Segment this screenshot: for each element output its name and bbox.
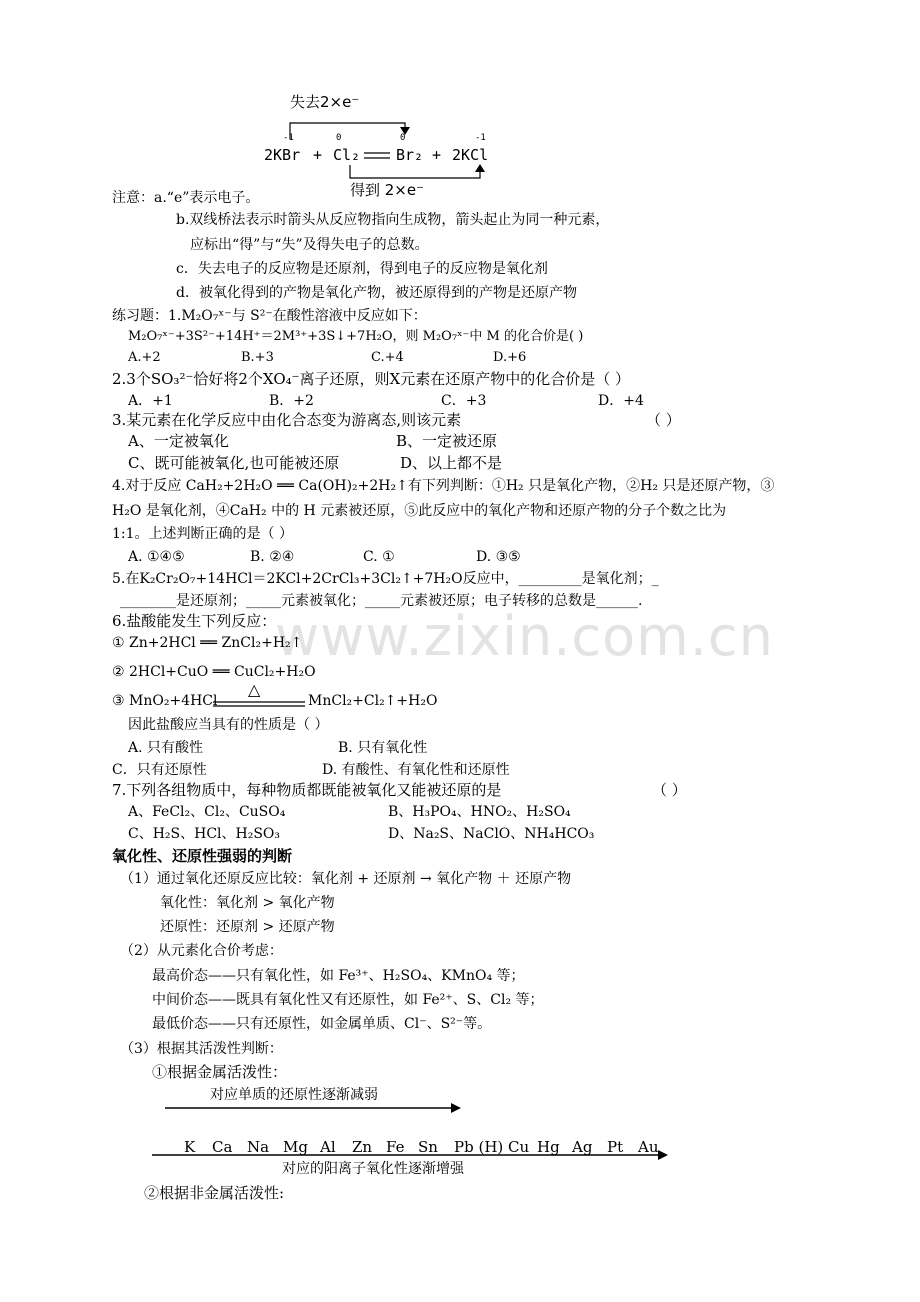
metal-symbol: Fe <box>386 1138 405 1156</box>
method-2: （2）从元素化合价考虑： <box>120 943 283 959</box>
question-1-option-a: A.+2 <box>128 350 161 365</box>
metal-symbol: Zn <box>352 1138 373 1156</box>
question-3-option-b: B、一定被还原 <box>396 432 498 450</box>
metal-symbol: Ag <box>572 1138 593 1156</box>
question-4-option-c: C. ① <box>363 549 395 565</box>
question-3-option-d: D、以上都不是 <box>400 454 503 472</box>
question-4-option-a: A. ①④⑤ <box>128 549 185 565</box>
question-7-option-a: A、FeCl₂、Cl₂、CuSO₄ <box>128 804 286 820</box>
method-1-oxidizing: 氧化性：氧化剂 > 氧化产物 <box>160 895 335 911</box>
question-7: 7.下列各组物质中，每种物质都既能被氧化又能被还原的是 <box>112 781 502 799</box>
method-2-middle: 中间价态——既具有氧化性又有还原性，如 Fe²⁺、S、Cl₂ 等； <box>152 992 544 1008</box>
question-6-reaction-2: ② 2HCl+CuO ══ CuCl₂+H₂O <box>112 664 316 680</box>
top-arrow-label: 对应单质的还原性逐渐减弱 <box>210 1087 378 1103</box>
note-b1: b.双线桥法表示时箭头从反应物指向生成物，箭头起止为同一种元素， <box>176 212 610 228</box>
metal-symbol: K <box>184 1138 196 1156</box>
metal-symbol: Ca <box>212 1138 233 1156</box>
question-3-option-a: A、一定被氧化 <box>128 432 229 450</box>
question-6-option-d: D. 有酸性、有氧化性和还原性 <box>322 762 510 778</box>
metal-symbol: Na <box>247 1138 270 1156</box>
metal-activity-heading: ①根据金属活泼性： <box>152 1063 288 1081</box>
metal-symbol: Hg <box>537 1138 560 1156</box>
note-d: d．被氧化得到的产物是氧化产物，被还原得到的产物是还原产物 <box>176 285 577 301</box>
question-7-option-d: D、Na₂S、NaClO、NH₄HCO₃ <box>388 826 595 842</box>
question-7-option-b: B、H₃PO₄、HNO₂、H₂SO₄ <box>388 804 571 820</box>
question-2: 2.3个SO₃²⁻恰好将2个XO₄⁻离子还原，则X元素在还原产物中的化合价是（ ） <box>112 370 631 388</box>
question-1-equation: M₂O₇ˣ⁻+3S²⁻+14H⁺＝2M³⁺+3S↓+7H₂O，则 M₂O₇ˣ⁻中 M 的化合价是( ) <box>128 329 584 344</box>
question-5-line-1: 5.在K₂Cr₂O₇+14HCl＝2KCl+2CrCl₃+3Cl₂↑+7H₂O反应中，_________是氧化剂；_ <box>112 571 659 587</box>
question-1-option-c: C.+4 <box>371 350 404 365</box>
oxidation-state: -1 <box>283 133 294 143</box>
equation-kbr: 2KBr <box>264 146 301 164</box>
question-2-option-c: C．+3 <box>441 393 487 409</box>
note-c: c．失去电子的反应物是还原剂，得到电子的反应物是氧化剂 <box>176 261 548 277</box>
question-4-line-2: H₂O 是氧化剂，④CaH₂ 中的 H 元素被还原，⑤此反应中的氧化产物和还原产物的分子个数之比为 <box>112 503 727 519</box>
question-6-reaction-1: ① Zn+2HCl ══ ZnCl₂+H₂↑ <box>112 635 303 651</box>
watermark: www.zixin.com.cn <box>275 605 774 668</box>
bottom-arrow <box>152 1149 672 1161</box>
question-3-option-c: C、既可能被氧化,也可能被还原 <box>128 454 340 472</box>
method-2-highest: 最高价态——只有氧化性，如 Fe³⁺、H₂SO₄、KMnO₄ 等； <box>152 968 525 984</box>
question-7-answer-paren: （ ） <box>652 781 687 799</box>
reaction-equals-line <box>213 700 305 708</box>
method-3: （3）根据其活泼性判断： <box>120 1041 283 1057</box>
method-1: （1）通过氧化还原反应比较：氧化剂 + 还原剂 → 氧化产物 ＋ 还原产物 <box>120 871 572 887</box>
bottom-arrow-label: 对应的阳离子氧化性逐渐增强 <box>282 1161 464 1177</box>
oxidation-state: -1 <box>475 133 486 143</box>
metal-symbol: Pb (H) Cu <box>454 1138 530 1156</box>
equation-br2: Br₂ <box>396 146 424 164</box>
metal-symbol: Sn <box>418 1138 438 1156</box>
metal-symbol: Au <box>638 1138 659 1156</box>
metal-symbol: Al <box>320 1138 336 1156</box>
method-1-reducing: 还原性：还原剂 > 还原产物 <box>160 919 335 935</box>
question-6-option-a: A. 只有酸性 <box>128 740 204 756</box>
question-2-option-b: B．+2 <box>269 393 314 409</box>
note-b2: 应标出“得”与“失”及得失电子的总数。 <box>190 237 429 253</box>
question-3: 3.某元素在化学反应中由化合态变为游离态,则该元素 <box>112 411 462 429</box>
equation-plus: + <box>432 146 442 164</box>
question-6: 6.盐酸能发生下列反应： <box>112 612 277 630</box>
question-1-option-b: B.+3 <box>241 350 274 365</box>
equation-cl2: Cl₂ <box>333 146 361 164</box>
question-6-ask: 因此盐酸应当具有的性质是（ ） <box>128 717 329 733</box>
question-5-line-2: ________是还原剂；_____元素被氧化；_____元素被还原；电子转移的总数是______. <box>120 593 643 609</box>
section-heading: 氧化性、还原性强弱的判断 <box>112 847 293 865</box>
gain-electron-label: 得到 2×e⁻ <box>350 181 425 199</box>
question-6-option-c: C．只有还原性 <box>112 762 207 778</box>
heat-symbol: △ <box>248 680 261 699</box>
metal-symbol: Pt <box>607 1138 624 1156</box>
question-6-option-b: B. 只有氧化性 <box>338 740 428 756</box>
top-arrow <box>165 1102 465 1114</box>
question-3-answer-paren: （ ） <box>646 411 681 429</box>
question-2-option-a: A．+1 <box>128 393 173 409</box>
equation-kcl: 2KCl <box>452 146 489 164</box>
question-4-option-d: D. ③⑤ <box>476 549 521 565</box>
question-6-reaction-3-left: ③ MnO₂+4HCl <box>112 693 218 709</box>
equals-sign <box>364 150 390 162</box>
question-1-option-d: D.+6 <box>493 350 527 365</box>
nonmetal-activity-heading: ②根据非金属活泼性: <box>144 1184 285 1202</box>
metal-symbol: Mg <box>283 1138 308 1156</box>
lose-electron-label: 失去2×e⁻ <box>290 93 360 111</box>
question-4-line-1: 4.对于反应 CaH₂+2H₂O ══ Ca(OH)₂+2H₂↑有下列判断：①H₂ 只是氧化产物，②H₂ 只是还原产物，③ <box>112 478 775 494</box>
oxidation-state: 0 <box>400 133 406 143</box>
question-7-option-c: C、H₂S、HCl、H₂SO₃ <box>128 826 281 842</box>
question-6-reaction-3-right: MnCl₂+Cl₂↑+H₂O <box>308 693 438 709</box>
question-1-title: 练习题：1.M₂O₇ˣ⁻与 S²⁻在酸性溶液中反应如下： <box>112 308 427 324</box>
question-4-option-b: B. ②④ <box>250 549 295 565</box>
method-2-lowest: 最低价态——只有还原性，如金属单质、Cl⁻、S²⁻等。 <box>152 1016 492 1032</box>
oxidation-state: 0 <box>336 133 342 143</box>
question-2-option-d: D．+4 <box>598 393 644 409</box>
equation-plus: + <box>313 146 323 164</box>
question-4-line-3: 1:1。上述判断正确的是（ ） <box>112 526 293 542</box>
note-a: 注意：a.“e”表示电子。 <box>112 190 260 206</box>
